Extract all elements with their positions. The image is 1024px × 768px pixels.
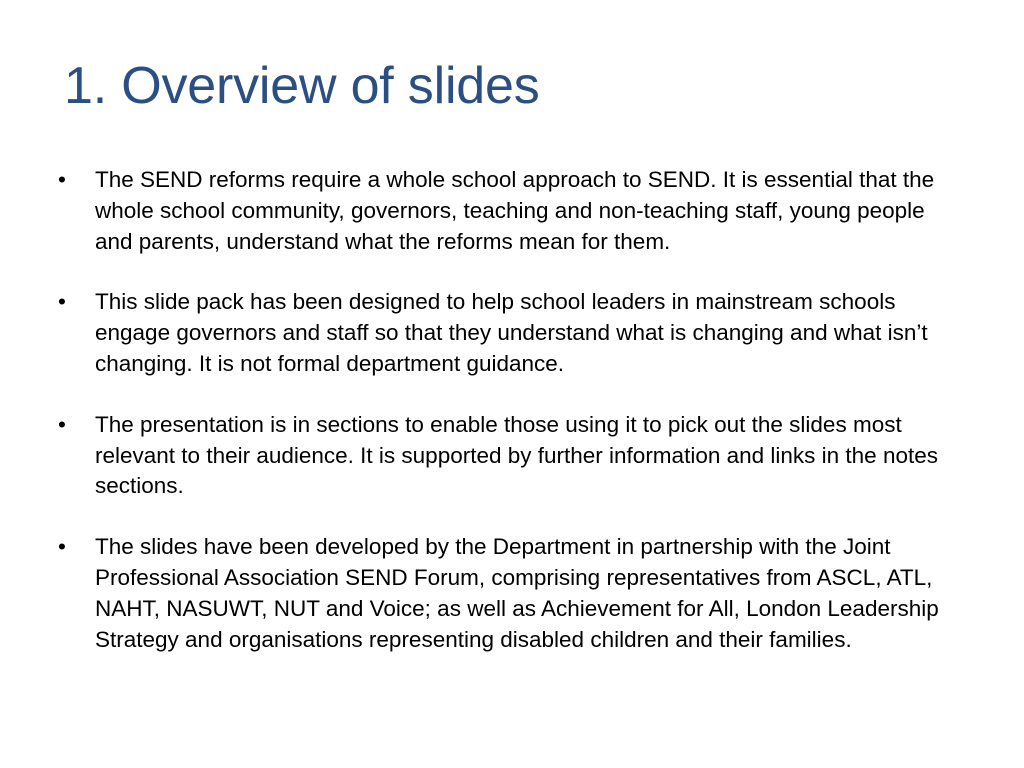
slide-title: 1. Overview of slides bbox=[64, 57, 540, 115]
bullet-item-1 bbox=[58, 165, 964, 257]
bullet-mark: • bbox=[58, 167, 66, 192]
bullet-mark: • bbox=[58, 534, 66, 560]
bullet-item-3 bbox=[58, 410, 964, 502]
bullet-mark: • bbox=[58, 289, 66, 315]
bullet-text-2: This slide pack has been designed to help school leaders in mainstream schools engage governors and staff so that they understand what is changing and what isn’t changing. It is not formal department guidance. bbox=[95, 289, 928, 376]
bullet-list bbox=[58, 165, 964, 655]
bullet-mark: • bbox=[58, 411, 66, 437]
bullet-item-2 bbox=[58, 287, 964, 379]
bullet-text-4: The slides have been developed by the Department in partnership with the Joint Professional Association SEND Forum, comprising representatives from ASCL, ATL, NAHT, NASUWT, NUT and Voice; as well as Achievement for All, London Leadership Strategy and organisations representing disabled children and their families. bbox=[95, 534, 939, 652]
bullet-text-1: The SEND reforms require a whole school approach to SEND. It is essential that the whole school community, governors, teaching and non-teaching staff, young people and parents, understand what the reforms mean for them. bbox=[95, 167, 935, 254]
bullet-item-4 bbox=[58, 532, 964, 655]
bullet-text-3: The presentation is in sections to enable those using it to pick out the slides most relevant to their audience. It is supported by further information and links in the notes sections. bbox=[95, 411, 938, 499]
